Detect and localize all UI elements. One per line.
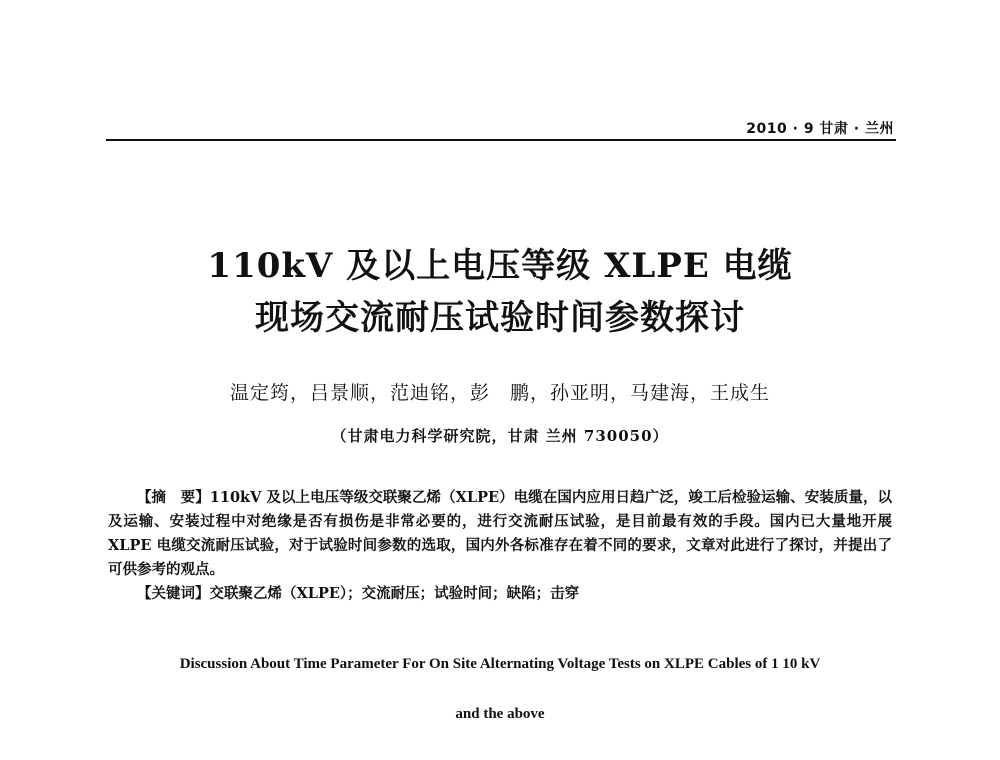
title-line-1: 110kV 及以上电压等级 XLPE 电缆 [207,246,793,286]
title-line-2: 现场交流耐压试验时间参数探讨 [255,298,745,338]
affiliation: （甘肃电力科学研究院，甘肃 兰州 730050） [331,427,669,445]
abstract-label: 【摘 要】 [137,489,210,506]
header-rule [106,139,896,141]
abstract-section [108,486,892,606]
conference-meta: 2010 · 9 甘肃 · 兰州 [746,121,894,137]
abstract-text: 110kV 及以上电压等级交联聚乙烯（XLPE）电缆在国内应用日趋广泛，竣工后检验运输、安装质量，以及运输、安装过程中对绝缘是否有损伤是非常必要的，进行交流耐压试验，是目前最有效的手段。国内已大量地开展 XLPE 电缆交流耐压试验，对于试验时间参数的选取，国内外各标准存在着不同的要求，文章对此进行了探讨，并提出了可供参考的观点。 [108,489,893,578]
keywords-label: 【关键词】 [137,585,210,602]
author-list: 温定筠，吕景顺，范迪铭，彭 鹏，孙亚明，马建海，王成生 [229,382,770,404]
abstract-paragraph [108,486,892,582]
english-title-line-1: Discussion About Time Parameter For On Site Alternating Voltage Tests on XLPE Cables of 1 10 kV [179,656,821,672]
keywords-text: 交联聚乙烯（XLPE）；交流耐压；试验时间；缺陷；击穿 [209,585,580,602]
paper-title [0,240,1000,344]
english-title-line-2: and the above [455,706,545,722]
keywords-paragraph [108,582,892,606]
